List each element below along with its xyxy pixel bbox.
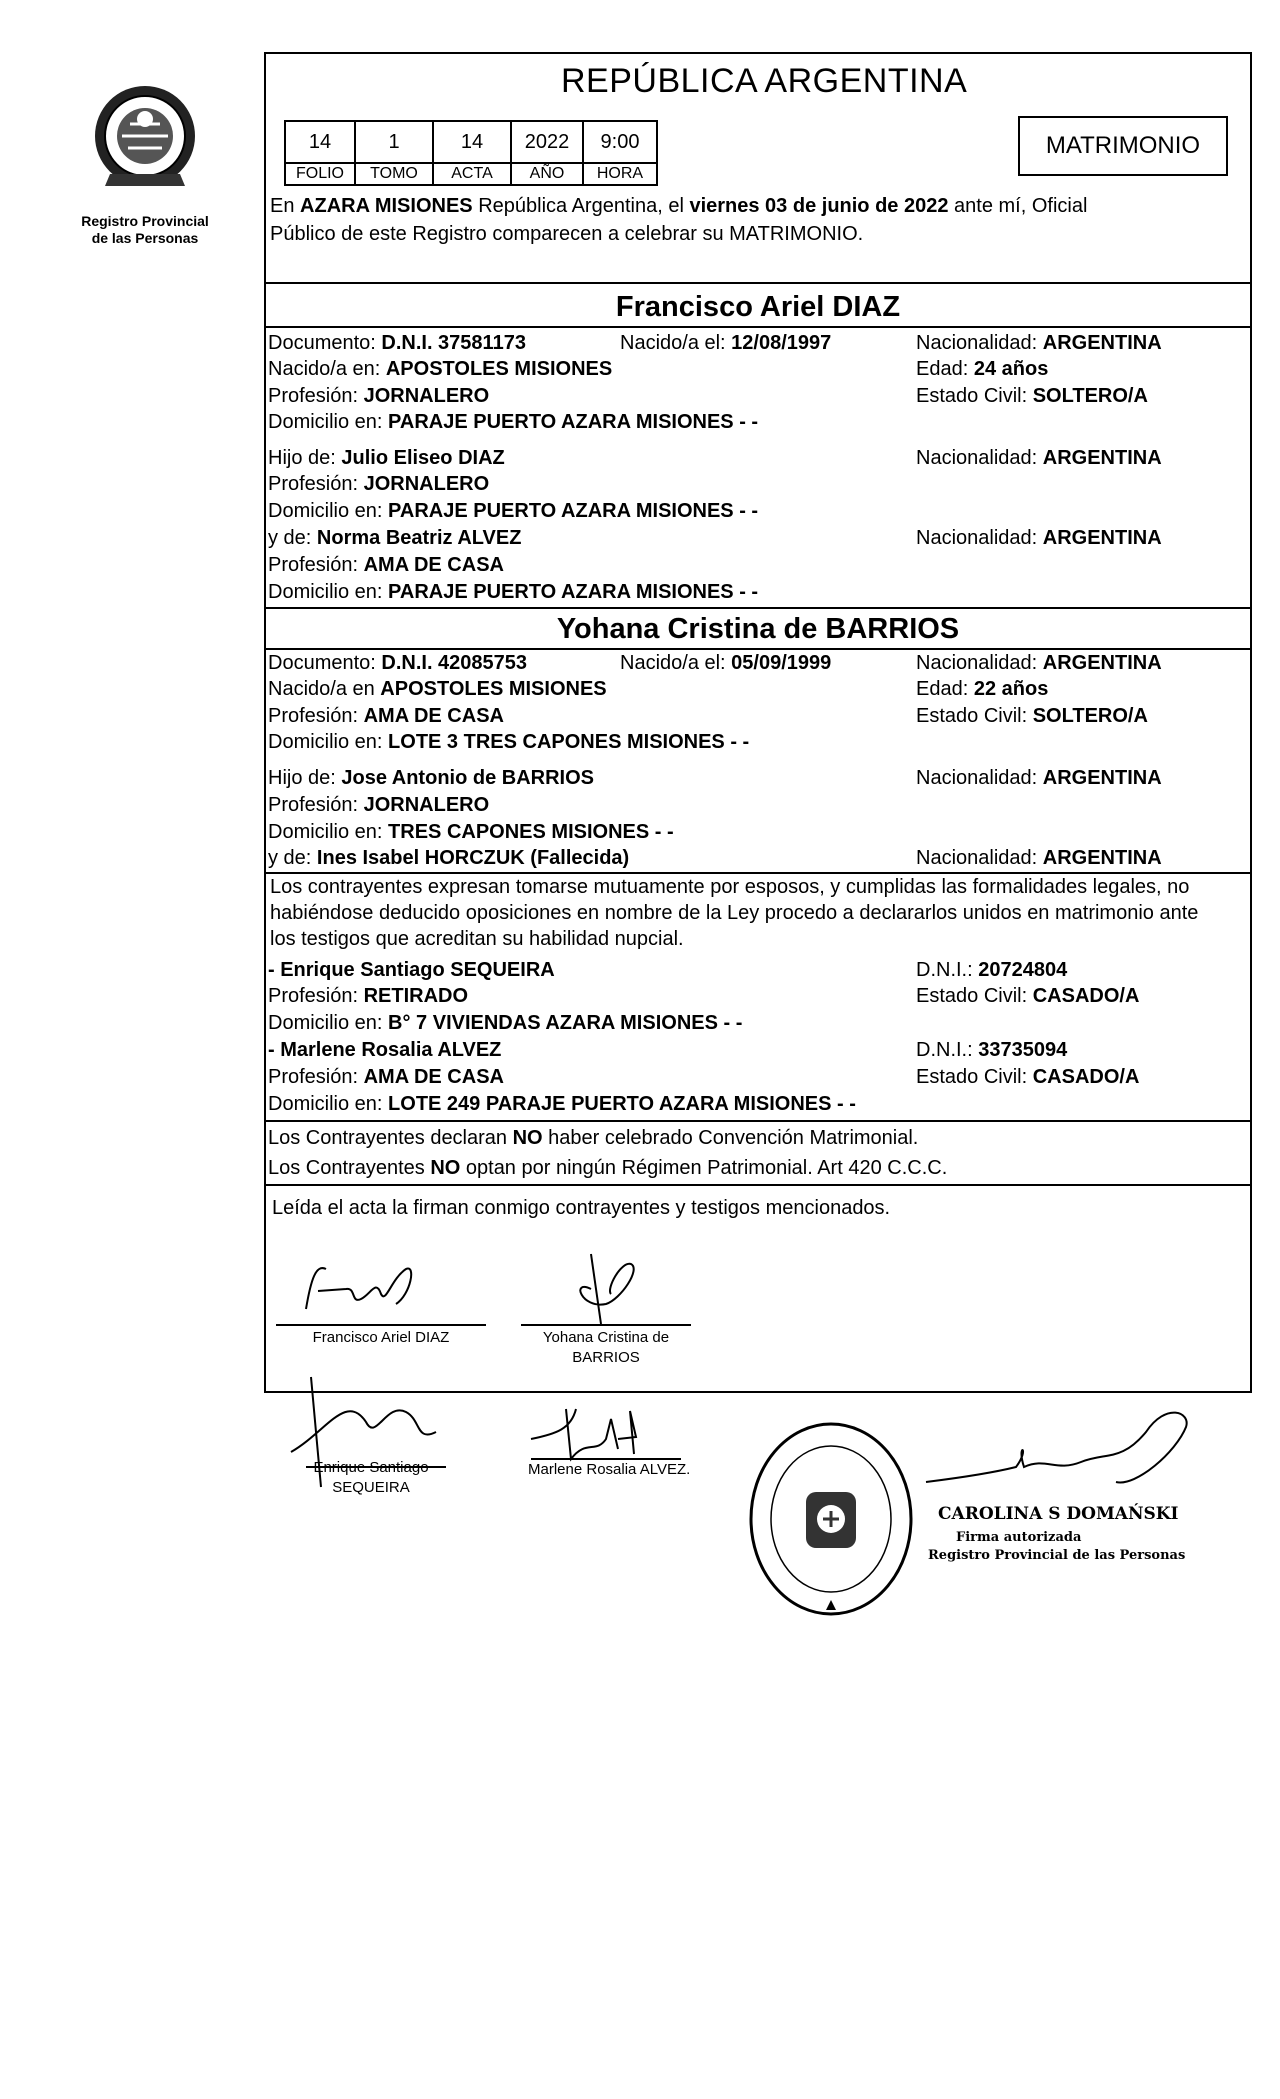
spouse2-father-profession: Profesión: JORNALERO (268, 794, 490, 816)
witness2-civil-status: Estado Civil: CASADO/A (916, 1066, 1140, 1088)
signature-caption-witness2: Marlene Rosalia ALVEZ. (528, 1461, 691, 1478)
spouse1-age: Edad: 24 años (916, 358, 1049, 380)
signature-spouse1-icon (286, 1249, 436, 1319)
ceremony-place: AZARA MISIONES (300, 195, 473, 217)
spouse2-father-address: Domicilio en: TRES CAPONES MISIONES - - (268, 821, 674, 843)
spouse2-father: Hijo de: Jose Antonio de BARRIOS (268, 767, 594, 789)
divider (266, 607, 1250, 609)
declaration-paragraph: Los contrayentes expresan tomarse mutuamente por esposos, y cumplidas las formalidades legales, no habiéndose deducido oposiciones en nombre de la Ley procedo a declararlos unidos en matrimonio ante los testigos que acreditan su habilidad nupcial. (270, 876, 1199, 950)
witness1-name: - Enrique Santiago SEQUEIRA (268, 959, 555, 981)
registry-logo-caption: Registro Provincial de las Personas (81, 213, 209, 246)
anio-label: AÑO (511, 163, 583, 185)
spouse2-birthplace: Nacido/a en APOSTOLES MISIONES (268, 678, 607, 700)
hora-value: 9:00 (583, 121, 657, 163)
spouse1-birthplace: Nacido/a en: APOSTOLES MISIONES (268, 358, 613, 380)
convention-line1: Los Contrayentes declaran NO haber celebrado Convención Matrimonial. (268, 1127, 919, 1149)
divider (266, 1184, 1250, 1186)
divider (266, 1120, 1250, 1122)
spouse2-address: Domicilio en: LOTE 3 TRES CAPONES MISIONES - - (268, 731, 750, 753)
closing-statement: Leída el acta la firman conmigo contrayentes y testigos mencionados. (272, 1197, 891, 1219)
spouse2-name: Yohana Cristina de BARRIOS (556, 613, 960, 645)
signature-caption-spouse2: Yohana Cristina de BARRIOS (542, 1329, 670, 1366)
province-emblem-icon (70, 74, 220, 204)
spouse1-name: Francisco Ariel DIAZ (615, 291, 901, 323)
spouse1-mother: y de: Norma Beatriz ALVEZ (268, 527, 522, 549)
spouse2-father-nationality: Nacionalidad: ARGENTINA (916, 767, 1162, 789)
anio-value: 2022 (511, 121, 583, 163)
spouse1-mother-address: Domicilio en: PARAJE PUERTO AZARA MISIONES - - (268, 581, 759, 603)
witness2-name: - Marlene Rosalia ALVEZ (268, 1039, 502, 1061)
official-office: Registro Provincial de las Personas (928, 1548, 1186, 1563)
official-name: CAROLINA S DOMAŃSKI (938, 1504, 1179, 1524)
convention-line2: Los Contrayentes NO optan por ningún Régimen Patrimonial. Art 420 C.C.C. (268, 1157, 948, 1179)
spouse1-civil-status: Estado Civil: SOLTERO/A (916, 385, 1148, 407)
acta-label: ACTA (433, 163, 511, 185)
signature-official-icon (906, 1392, 1206, 1512)
spouse1-mother-profession: Profesión: AMA DE CASA (268, 554, 504, 576)
spouse2-mother-nationality: Nacionalidad: ARGENTINA (916, 847, 1162, 869)
country-title: REPÚBLICA ARGENTINA (561, 62, 968, 100)
spouse1-document: Documento: D.N.I. 37581173 (268, 332, 526, 354)
marriage-certificate (264, 52, 1252, 1563)
signature-caption-witness1: Enrique Santiago SEQUEIRA (313, 1459, 429, 1496)
folio-label: FOLIO (285, 163, 355, 185)
spouse2-birthdate: Nacido/a el: 05/09/1999 (620, 652, 832, 674)
spouse1-profession: Profesión: JORNALERO (268, 385, 490, 407)
witness1-profession: Profesión: RETIRADO (268, 985, 469, 1007)
spouse2-age: Edad: 22 años (916, 678, 1049, 700)
tomo-value: 1 (355, 121, 433, 163)
signature-caption-spouse1: Francisco Ariel DIAZ (312, 1329, 450, 1346)
spouse2-mother: y de: Ines Isabel HORCZUK (Fallecida) (268, 847, 630, 869)
acta-value: 14 (433, 121, 511, 163)
spouse2-document: Documento: D.N.I. 42085753 (268, 652, 528, 674)
spouse2-nationality: Nacionalidad: ARGENTINA (916, 652, 1162, 674)
witness1-address: Domicilio en: B° 7 VIVIENDAS AZARA MISIONES - - (268, 1012, 743, 1034)
ceremony-date: viernes 03 de junio de 2022 (689, 195, 949, 217)
document-type-box: MATRIMONIO (1018, 116, 1228, 176)
folio-value: 14 (285, 121, 355, 163)
reference-table (284, 120, 658, 186)
registry-logo (70, 74, 220, 204)
spouse1-father: Hijo de: Julio Eliseo DIAZ (268, 447, 505, 469)
spouse1-nationality: Nacionalidad: ARGENTINA (916, 332, 1162, 354)
witness2-address: Domicilio en: LOTE 249 PARAJE PUERTO AZARA MISIONES - - (268, 1093, 856, 1115)
hora-label: HORA (583, 163, 657, 185)
spouse1-father-profession: Profesión: JORNALERO (268, 473, 490, 495)
spouse2-profession: Profesión: AMA DE CASA (268, 705, 504, 727)
official-role: Firma autorizada (956, 1530, 1082, 1545)
spouse1-father-address: Domicilio en: PARAJE PUERTO AZARA MISIONES - - (268, 500, 759, 522)
intro-paragraph: En AZARA MISIONES República Argentina, el viernes 03 de junio de 2022 ante mí, Oficial Público de este Registro comparecen a celebrar su MATRIMONIO. (270, 195, 1088, 245)
divider (266, 648, 1250, 650)
signature-spouse2-icon (551, 1249, 661, 1329)
spouse2-civil-status: Estado Civil: SOLTERO/A (916, 705, 1148, 727)
spouse1-mother-nationality: Nacionalidad: ARGENTINA (916, 527, 1162, 549)
witness2-dni: D.N.I.: 33735094 (916, 1039, 1068, 1061)
official-stamp-icon (741, 1414, 921, 1624)
divider (266, 282, 1250, 284)
spouse1-birthdate: Nacido/a el: 12/08/1997 (620, 332, 832, 354)
spouse1-address: Domicilio en: PARAJE PUERTO AZARA MISIONES - - (268, 411, 759, 433)
signature-line (276, 1324, 486, 1326)
spouse1-father-nationality: Nacionalidad: ARGENTINA (916, 447, 1162, 469)
tomo-label: TOMO (355, 163, 433, 185)
witness2-profession: Profesión: AMA DE CASA (268, 1066, 504, 1088)
signature-line (521, 1324, 691, 1326)
witness1-dni: D.N.I.: 20724804 (916, 959, 1068, 981)
divider (266, 326, 1250, 328)
witness1-civil-status: Estado Civil: CASADO/A (916, 985, 1140, 1007)
